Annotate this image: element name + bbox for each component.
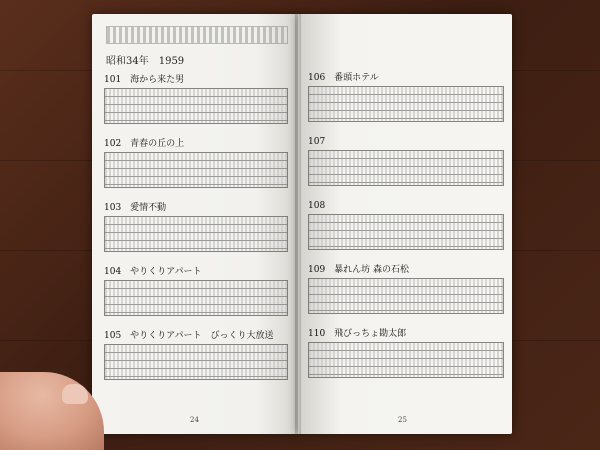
credits-table (104, 152, 288, 188)
thumb (0, 372, 104, 450)
film-entry (104, 138, 288, 188)
film-entry (308, 136, 504, 186)
book-gutter (295, 14, 301, 434)
page-number: 24 (190, 416, 199, 424)
credits-table (308, 214, 504, 250)
page-number: 25 (398, 416, 407, 424)
open-book (92, 14, 512, 434)
thumbnail (62, 384, 88, 404)
film-entry (308, 328, 504, 378)
film-entry (104, 266, 288, 316)
film-entry (308, 264, 504, 314)
credits-table (104, 88, 288, 124)
film-title: 107 (308, 137, 326, 147)
page-header-table (106, 26, 288, 44)
right-page (298, 14, 512, 434)
credits-table (104, 344, 288, 380)
film-title: 104 やりくりアパート (104, 267, 202, 277)
credits-table (308, 278, 504, 314)
film-entry (308, 72, 504, 122)
film-entry (308, 200, 504, 250)
film-entry (104, 74, 288, 124)
credits-table (308, 86, 504, 122)
film-title: 101 海から来た男 (104, 75, 185, 85)
left-page (92, 14, 298, 434)
film-entry (104, 202, 288, 252)
credits-table (104, 280, 288, 316)
film-title: 105 やりくりアパート びっくり大放送 (104, 331, 274, 341)
credits-table (104, 216, 288, 252)
film-title: 102 青春の丘の上 (104, 139, 185, 149)
film-title: 106 番頭ホテル (308, 73, 379, 83)
film-title: 108 (308, 201, 326, 211)
credits-table (308, 342, 504, 378)
film-title: 110 飛びっちょ勘太郎 (308, 329, 407, 339)
film-title: 103 愛情不動 (104, 203, 167, 213)
year-heading: 昭和34年 1959 (106, 56, 185, 67)
film-entry (104, 330, 288, 380)
film-title: 109 暴れん坊 森の石松 (308, 265, 410, 275)
credits-table (308, 150, 504, 186)
